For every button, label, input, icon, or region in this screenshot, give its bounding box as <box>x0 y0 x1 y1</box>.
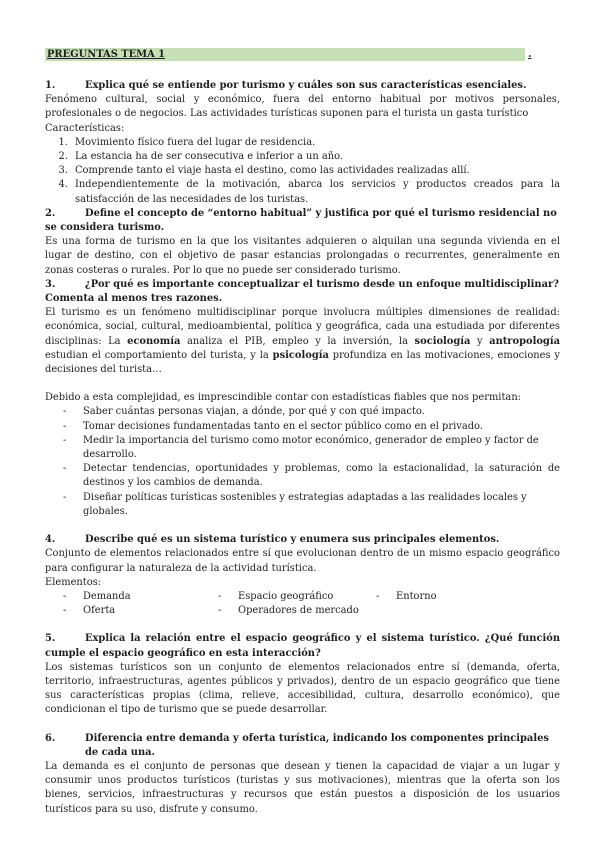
answer-4-text: Conjunto de elementos relacionados entre sí que evolucionan dentro de un mismo espacio geográfico para configurar la naturaleza de la actividad turística. <box>45 548 560 574</box>
question-2-heading <box>45 207 560 235</box>
list-item: 4. Independientemente de la motivación, abarca los servicios y productos creados para la satisfacción de las necesidades de los turistas. <box>71 178 560 206</box>
question-1-heading <box>45 79 560 93</box>
answer-2-text: Es una forma de turismo en la que los visitantes adquieren o alquilan una segunda vivienda en el lugar de destino, con el objetivo de pasar estancias prolongadas o recurrentes, generalmente en zonas costeras o rurales. Por lo que no puede ser considerado turismo. <box>45 236 560 276</box>
text-run: y <box>470 335 490 347</box>
question-4-heading <box>45 533 560 547</box>
question-title: Describe qué es un sistema turístico y enumera sus principales elementos. <box>85 534 500 546</box>
statistics-list <box>45 405 560 519</box>
keyword-economia: economía <box>127 335 181 347</box>
question-title: Define el concepto de “entorno habitual” y justifica por qué el turismo residencial no se considera turismo. <box>45 207 557 234</box>
title-banner <box>45 48 532 61</box>
keyword-psicologia: psicología <box>272 349 329 361</box>
list-item: 3. Comprende tanto el viaje hasta el destino, como las actividades realizadas allí. <box>71 164 560 178</box>
list-item: - Diseñar políticas turísticas sostenibles y estrategias adaptadas a las realidades locales y globales. <box>63 491 560 519</box>
question-5-heading <box>45 632 560 660</box>
question-number: 4. <box>45 534 56 546</box>
answer-5-text: Los sistemas turísticos son un conjunto de elementos relacionados entre sí (demanda, oferta, territorio, infraestructuras, agentes públicos y privados), dentro de un espacio geográfico que tiene sus características propias (clima, relieve, accesibilidad, cultura, desarrollo económico), que condicionan el tipo de turismo que se puede desarrollar. <box>45 661 560 716</box>
list-item: - Espacio geográfico <box>218 590 376 604</box>
document-page <box>45 48 560 817</box>
title-dot: . <box>528 49 532 60</box>
question-title: Explica la relación entre el espacio geográfico y el sistema turístico. ¿Qué función cumple el espacio geográfico en esta interacción? <box>45 633 560 659</box>
answer-6-text: La demanda es el conjunto de personas que desean y tienen la capacidad de viajar a un lugar y consumir unos productos turísticos (turistas y sus motivaciones), mientras que la oferta son los bienes, servicios, infraestructuras y recursos que están puestos a disposición de los usuarios turísticos para su uso, disfrute y consumo. <box>45 760 560 815</box>
question-number: 3. <box>45 278 56 290</box>
list-item: - Oferta <box>63 604 218 618</box>
question-6-heading <box>45 732 560 760</box>
text-run: analiza el PIB, empleo y la inversión, la <box>180 335 415 347</box>
list-item: - Tomar decisiones fundamentadas tanto en el sector público como en el privado. <box>63 420 560 434</box>
keyword-antropologia: antropología <box>489 335 560 347</box>
question-number: 6. <box>45 732 56 744</box>
answer-3-text <box>45 306 560 377</box>
keyword-sociologia: sociología <box>414 335 471 347</box>
page-title: PREGUNTAS TEMA 1 <box>47 49 166 60</box>
elements-label: Elementos: <box>45 576 102 588</box>
list-item: - Entorno <box>376 590 536 604</box>
characteristics-list <box>45 136 560 207</box>
question-number: 2. <box>45 207 56 219</box>
list-item: - Detectar tendencias, oportunidades y problemas, como la estacionalidad, la saturación de destinos y los cambios de demanda. <box>63 462 560 490</box>
list-item: - Demanda <box>63 590 218 604</box>
text-run: El turismo es un fenómeno multidisciplinar porque involucra múltiples dimensiones de realidad: económica, social, cultural, medioambiental, política y geográfica, cada una estudiada por diferentes disciplinas: La <box>45 307 560 347</box>
list-item: 2. La estancia ha de ser consecutiva e inferior a un año. <box>71 150 560 164</box>
text-run: profundiza en las motivaciones, emociones y decisiones del turista… <box>45 349 560 376</box>
list-item: - Medir la importancia del turismo como motor económico, generador de empleo y factor de desarrollo. <box>63 434 560 462</box>
statistics-intro: Debido a esta complejidad, es imprescindible contar con estadísticas fiables que nos permitan: <box>45 392 522 404</box>
question-number: 5. <box>45 633 56 645</box>
list-item: - Operadores de mercado <box>218 604 376 618</box>
list-item: 1. Movimiento físico fuera del lugar de residencia. <box>71 136 560 150</box>
characteristics-label: Características: <box>45 122 125 134</box>
list-item: - Saber cuántas personas viajan, a dónde, por qué y con qué impacto. <box>63 405 560 419</box>
question-title: ¿Por qué es importante conceptualizar el turismo desde un enfoque multidisciplinar? Comenta al menos tres razones. <box>45 278 559 305</box>
text-run: estudian el comportamiento del turista, y la <box>45 349 273 361</box>
question-title: Explica qué se entiende por turismo y cuáles son sus características esenciales. <box>85 80 527 91</box>
question-3-heading <box>45 278 560 306</box>
answer-1-text: Fenómeno cultural, social y económico, fuera del entorno habitual por motivos personales, profesionales o de negocios. Las actividades turísticas suponen para el turista un gasta turístico <box>45 94 560 120</box>
question-title: Diferencia entre demanda y oferta turística, indicando los componentes principales de cada una. <box>85 732 549 758</box>
elements-list <box>45 590 560 618</box>
question-number: 1. <box>45 80 56 91</box>
